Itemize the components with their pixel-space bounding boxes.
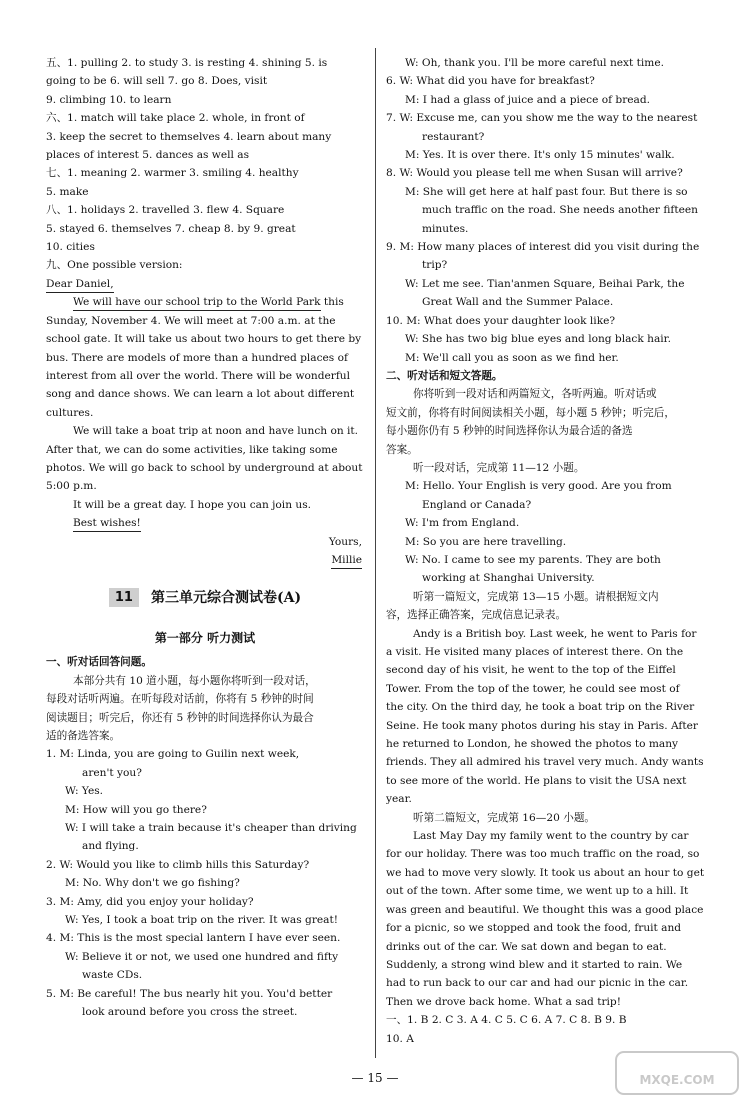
- text-line: cultures.: [46, 406, 94, 419]
- letter-salutation: Dear Daniel,: [46, 275, 364, 293]
- text-line: minutes.: [422, 222, 469, 235]
- text-line: 3. M: Amy, did you enjoy your holiday?: [46, 895, 254, 908]
- listening-questions: [46, 672, 364, 1022]
- text-line: W: Yes.: [65, 785, 104, 798]
- text-line: interest from all over the world. There will be wonderful: [46, 369, 350, 382]
- text-line: It will be a great day. I hope you can join us.: [73, 498, 312, 511]
- text-line: Great Wall and the Summer Palace.: [422, 296, 614, 309]
- text-line: 2. W: Would you like to climb hills this Saturday?: [46, 858, 310, 871]
- text-line: 一、1. B 2. C 3. A 4. C 5. C 6. A 7. C 8. B 9. B: [386, 1014, 627, 1027]
- text-line: much traffic on the road. She needs another fifteen: [422, 204, 698, 217]
- letter-first-line: We will have our school trip to the World Park this: [46, 293, 364, 311]
- letter-body: [46, 312, 364, 514]
- text-line: friends. They all admired his travel very much. Andy wants: [386, 756, 704, 769]
- text-line: M: We'll call you as soon as we find her.: [405, 351, 619, 364]
- answer-key-block: [46, 54, 364, 275]
- text-line: 七、1. meaning 2. warmer 3. smiling 4. healthy: [46, 167, 299, 180]
- text-line: Then we drove back home. What a sad trip!: [386, 995, 621, 1008]
- text-line: 短文前，你将有时间阅读相关小题，每小题 5 秒钟；听完后，: [386, 406, 675, 419]
- text-line: trip?: [422, 259, 448, 272]
- text-line: W: Believe it or not, we used one hundred and fifty: [65, 950, 339, 963]
- text-line: was green and beautiful. We thought this was a good place: [386, 903, 704, 916]
- text-line: for a picnic, so we stopped and took the food, fruit and: [386, 922, 682, 935]
- text-line: photos. We will go back to school by underground at about: [46, 461, 363, 474]
- text-line: W: Let me see. Tian'anmen Square, Beihai Park, the: [405, 277, 685, 290]
- text-line: M: No. Why don't we go fishing?: [65, 877, 240, 890]
- left-column: [46, 54, 364, 1022]
- text-line: 5. stayed 6. themselves 7. cheap 8. by 9. great: [46, 222, 296, 235]
- text-line: 10. A: [386, 1032, 414, 1045]
- text-line: 10. cities: [46, 241, 95, 254]
- text-line: 8. W: Would you please tell me when Susan will arrive?: [386, 167, 683, 180]
- text-line: Andy is a British boy. Last week, he went to Paris for: [413, 627, 697, 640]
- text-line: for our holiday. There was too much traffic on the road, so: [386, 848, 700, 861]
- text-line: aren't you?: [82, 766, 142, 779]
- text-line: a visit. He visited many places of interest there. On the: [386, 646, 684, 658]
- page-number: — 15 —: [351, 1071, 399, 1085]
- text-line: 5. M: Be careful! The bus nearly hit you. You'd better: [46, 987, 333, 1000]
- text-line: M: Yes. It is over there. It's only 15 minutes' walk.: [405, 149, 675, 162]
- unit-number-badge: 11: [109, 588, 139, 607]
- text-line: we had to move very slowly. It took us about an hour to get: [386, 866, 704, 879]
- section-title: 一、听对话回答问题。: [46, 656, 152, 669]
- text-line: 1. M: Linda, you are going to Guilin next week,: [46, 748, 300, 761]
- text-line: 6. W: What did you have for breakfast?: [386, 75, 595, 88]
- text-line: he returned to London, he showed the photos to many: [386, 738, 679, 751]
- text-line: 10. M: What does your daughter look like?: [386, 314, 616, 327]
- text-line: had to run back to our car and had our picnic in the car.: [386, 977, 689, 990]
- text-line: 5:00 p.m.: [46, 480, 97, 493]
- letter-closing: Best wishes!: [46, 514, 364, 532]
- text-line: M: She will get here at half past four. But there is so: [405, 185, 688, 198]
- text-line: bus. There are models of more than a hundred places of: [46, 351, 348, 364]
- text-line: working at Shanghai University.: [422, 572, 595, 585]
- text-line: 9. climbing 10. to learn: [46, 93, 172, 106]
- text-line: 本部分共有 10 道小题，每小题你将听到一段对话，: [73, 674, 316, 687]
- text-line: 八、1. holidays 2. travelled 3. flew 4. Square: [46, 204, 285, 217]
- text-line: 听第二篇短文，完成第 16—20 小题。: [413, 811, 596, 824]
- right-column-text: [386, 54, 704, 1048]
- text-line: England or Canada?: [422, 498, 532, 511]
- text-line: Tower. From the top of the tower, he could see most of: [386, 682, 680, 695]
- text-line: 答案。: [386, 443, 418, 456]
- text-line: 适的备选答案。: [46, 730, 121, 742]
- text-line: 容，选择正确答案，完成信息记录表。: [386, 609, 567, 622]
- text-line: waste CDs.: [82, 969, 143, 982]
- text-line: Seine. He took many photos during his stay in Paris. After: [386, 719, 698, 732]
- watermark-logo-icon: [614, 1050, 740, 1096]
- text-line: second day of his visit, he went to the top of the Eiffel: [386, 664, 676, 677]
- text-line: W: Oh, thank you. I'll be more careful next time.: [405, 57, 664, 69]
- text-line: 每小题你仍有 5 秒钟的时间选择你认为最合适的备选: [386, 425, 633, 438]
- text-line: 阅读题目；听完后，你还有 5 秒钟的时间选择你认为最合: [46, 711, 314, 724]
- text-line: look around before you cross the street.: [82, 1006, 298, 1019]
- text-line: 二、听对话和短文答题。: [386, 369, 503, 382]
- text-line: Sunday, November 4. We will meet at 7:00 a.m. at the: [46, 314, 336, 327]
- text-line: M: I had a glass of juice and a piece of bread.: [405, 93, 650, 106]
- text-line: out of the town. After some time, we went up to a hill. It: [386, 885, 689, 898]
- text-line: M: So you are here travelling.: [405, 535, 567, 548]
- text-line: W: I'm from England.: [405, 517, 520, 530]
- text-line: M: How will you go there?: [65, 803, 207, 816]
- watermark-text: MXQE.COM: [639, 1073, 715, 1087]
- text-line: year.: [386, 793, 412, 806]
- text-line: 每段对话听两遍。在听每段对话前，你将有 5 秒钟的时间: [46, 693, 314, 706]
- text-line: restaurant?: [422, 130, 485, 143]
- text-line: Suddenly, a strong wind blew and it started to rain. We: [386, 958, 683, 971]
- text-line: After that, we can do some activities, like taking some: [46, 443, 338, 456]
- text-line: going to be 6. will sell 7. go 8. Does, visit: [46, 75, 268, 88]
- text-line: W: Yes, I took a boat trip on the river. It was great!: [65, 914, 338, 927]
- text-line: 听一段对话，完成第 11—12 小题。: [413, 461, 585, 474]
- text-line: song and dance shows. We can learn a lot about different: [46, 388, 355, 401]
- text-line: M: Hello. Your English is very good. Are you from: [405, 480, 672, 493]
- text-line: We will take a boat trip at noon and have lunch on it.: [73, 425, 359, 438]
- text-line: and flying.: [82, 840, 139, 853]
- text-line: W: I will take a train because it's cheaper than driving: [65, 822, 357, 835]
- text-line: Last May Day my family went to the country by car: [413, 830, 689, 843]
- text-line: 听第一篇短文，完成第 13—15 小题。请根据短文内: [413, 590, 659, 603]
- text-line: 3. keep the secret to themselves 4. learn about many: [46, 130, 332, 143]
- text-line: 5. make: [46, 185, 89, 198]
- text-line: 7. W: Excuse me, can you show me the way to the nearest: [386, 112, 698, 125]
- text-line: 五、1. pulling 2. to study 3. is resting 4. shining 5. is: [46, 57, 328, 69]
- text-line: 九、One possible version:: [46, 259, 183, 272]
- text-line: 9. M: How many places of interest did you visit during the: [386, 241, 700, 254]
- text-line: drinks out of the car. We sat down and began to eat.: [386, 940, 667, 953]
- text-line: school gate. It will take us about two hours to get there by: [46, 333, 362, 346]
- text-line: 你将听到一段对话和两篇短文，各听两遍。听对话或: [413, 388, 657, 401]
- letter-signature: Millie: [46, 551, 364, 569]
- right-column: [386, 54, 704, 1048]
- text-line: places of interest 5. dances as well as: [46, 149, 250, 162]
- column-divider: [375, 48, 376, 1058]
- unit-header: [46, 583, 364, 611]
- text-line: to see more of the world. He plans to visit the USA next: [386, 774, 687, 787]
- unit-title: 第三单元综合测试卷(A): [150, 590, 302, 607]
- letter-yours: Yours,: [328, 535, 362, 548]
- text-line: the city. On the third day, he took a boat trip on the River: [386, 701, 695, 714]
- part-title: 第一部分 听力测试: [154, 631, 256, 646]
- text-line: 4. M: This is the most special lantern I have ever seen.: [46, 932, 341, 945]
- text-line: W: No. I came to see my parents. They are both: [405, 553, 661, 566]
- text-line: 六、1. match will take place 2. whole, in front of: [46, 112, 305, 125]
- text-line: W: She has two big blue eyes and long black hair.: [405, 333, 671, 346]
